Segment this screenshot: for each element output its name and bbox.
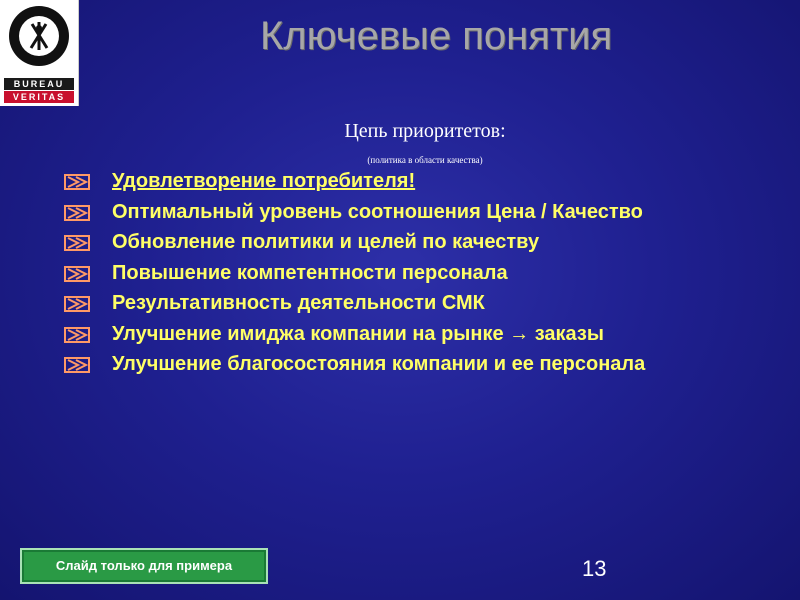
slide-note: (политика в области качества) (367, 155, 483, 165)
slide-title: Ключевые понятия (260, 14, 613, 58)
arrow-right-box-icon (64, 296, 90, 312)
list-item (62, 166, 782, 197)
arrow-right-box-icon (64, 205, 90, 221)
bureau-veritas-logo (0, 0, 79, 106)
list-item (62, 258, 782, 289)
arrow-right-box-icon (64, 327, 90, 343)
example-slide-button[interactable]: Слайд только для примера (20, 548, 268, 584)
logo-text-veritas: VERITAS (4, 91, 74, 103)
arrow-right-box-icon (64, 174, 90, 190)
list-item-text: Удовлетворение потребителя! (112, 170, 416, 192)
list-item-text: Результативность деятельности СМК (112, 292, 485, 314)
list-item (62, 227, 782, 258)
list-item (62, 349, 782, 380)
slide-subtitle: Цепь приоритетов: (344, 120, 506, 142)
arrow-right-box-icon (64, 357, 90, 373)
list-item-text: Улучшение имиджа компании на рынке → заказы (112, 322, 604, 345)
list-item (62, 319, 782, 350)
list-item-text: Повышение компетентности персонала (112, 261, 508, 284)
logo-text-bureau: BUREAU (4, 78, 74, 90)
list-item (62, 197, 782, 228)
arrow-right-box-icon (64, 266, 90, 282)
logo-seal-icon (7, 4, 71, 68)
priority-list (62, 166, 782, 380)
page-number: 13 (582, 556, 607, 581)
arrow-right-box-icon (64, 235, 90, 251)
list-item-text: Обновление политики и целей по качеству (112, 231, 540, 253)
list-item-text: Улучшение благосостояния компании и ее персонала (112, 353, 646, 375)
list-item-text: Оптимальный уровень соотношения Цена / Качество (112, 200, 643, 223)
list-item (62, 288, 782, 319)
